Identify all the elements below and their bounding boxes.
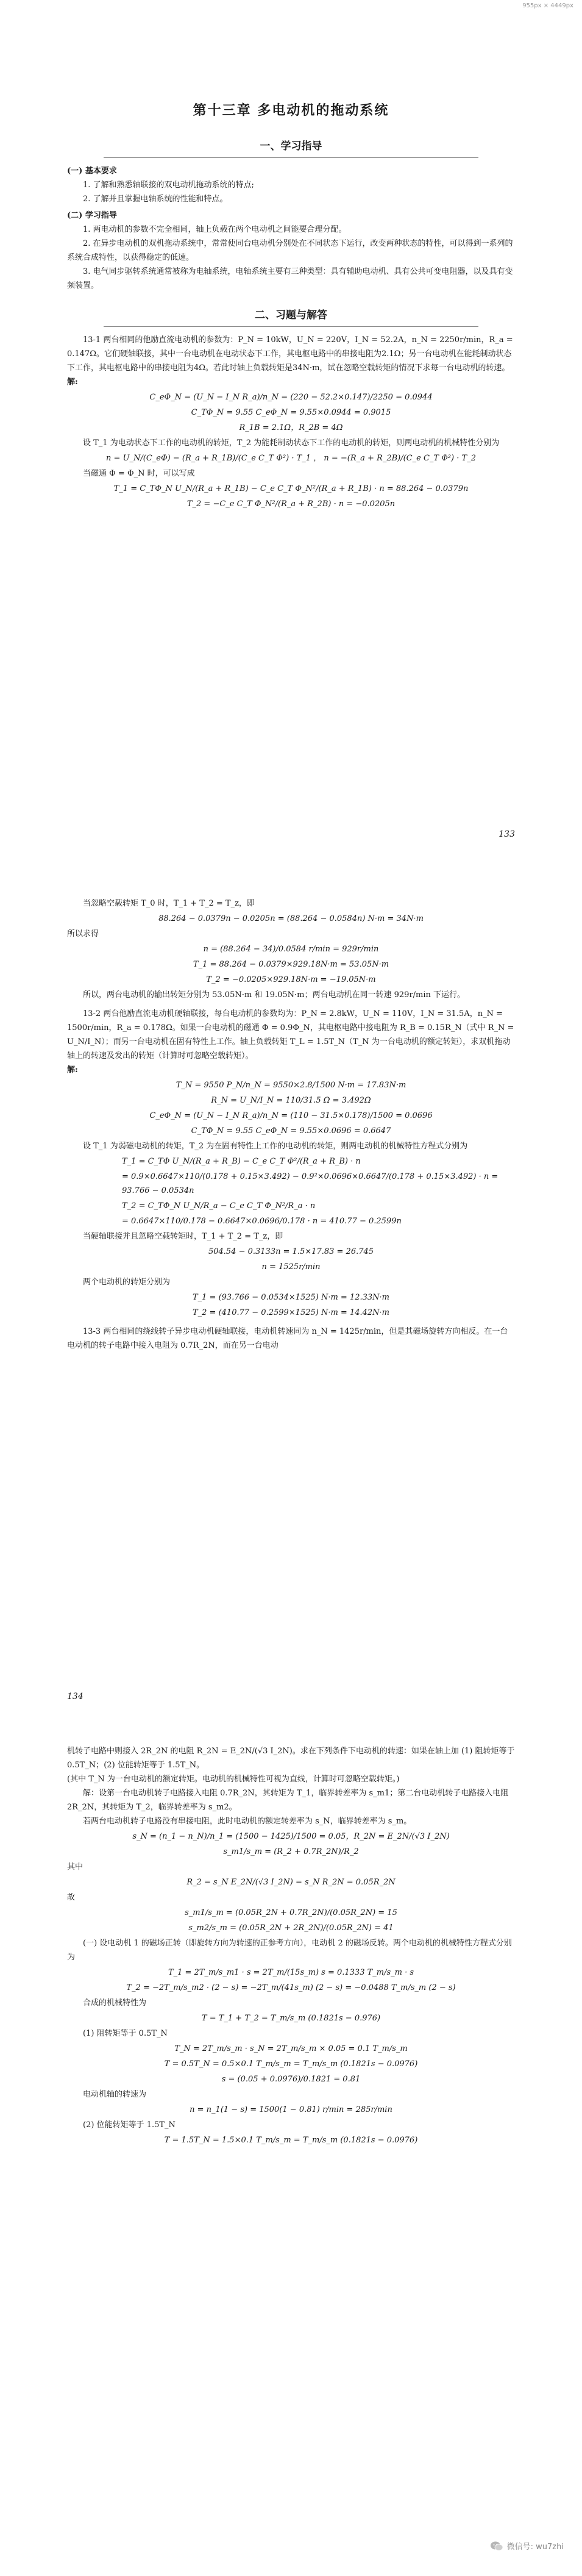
equation: T_2 = (410.77 − 0.2599×1525) N·m = 14.42N·m: [192, 1308, 390, 1317]
page-number: 134: [67, 1692, 83, 1701]
paragraph: 设 T_1 为电动状态下工作的电动机的转矩，T_2 为能耗制动状态下工作的电动机的转矩，则两电动机的机械特性分别为: [83, 438, 500, 448]
paragraph: 所以求得: [67, 929, 99, 939]
paragraph: 解：设第一台电动机转子电路接入电阻 0.7R_2N，其转矩为 T_1，临界转差率为 s_m1；第二台电动机转子电路接入电阻 2R_2N，其转矩为 T_2，临界转差率为 s_m2。: [67, 1789, 509, 1812]
wechat-watermark: [490, 2540, 564, 2552]
paragraph: 当忽略空载转矩 T_0 时，T_1 + T_2 = T_z，即: [83, 899, 255, 908]
equation: 504.54 − 0.3133n = 1.5×17.83 = 26.745: [208, 1247, 374, 1256]
page-3: [0, 1720, 582, 2576]
paragraph: 设 T_1 为弱磁电动机的转矩，T_2 为在固有特性上工作的电动机的转矩，则两电动机的机械特性方程式分别为: [83, 1142, 468, 1151]
equation: T = T_1 + T_2 = T_m/s_m (0.1821s − 0.976): [201, 2014, 381, 2023]
equation: T_N = 2T_m/s_m · s_N = 2T_m/s_m × 0.05 = 0.1 T_m/s_m: [174, 2044, 408, 2053]
basic-requirements-title: (一) 基本要求: [67, 166, 117, 176]
study-guide-title: (二) 学习指导: [67, 211, 117, 220]
equation: T = 1.5T_N = 1.5×0.1 T_m/s_m = T_m/s_m (0.1821s − 0.0976): [164, 2136, 418, 2145]
guide-item: 2. 在异步电动机的双机拖动系统中，常常使同台电动机分别处在不同状态下运行，改变两种状态的特性，可以得到一系列的系统合成特性，以获得稳定的低速。: [67, 239, 513, 262]
paragraph: (其中 T_N 为一台电动机的额定转矩。电动机的机械特性可视为直线，计算时可忽略空载转矩。): [67, 1775, 400, 1784]
label-qizhong: 其中: [67, 1862, 83, 1872]
paragraph: 所以，两台电动机的输出转矩分别为 53.05N·m 和 19.05N·m；两台电动机在同一转速 929r/min 下运行。: [83, 990, 466, 1000]
paragraph: 当磁通 Φ = Φ_N 时，可以写成: [83, 469, 195, 478]
equation: s_N = (n_1 − n_N)/n_1 = (1500 − 1425)/1500 = 0.05，R_2N = E_2N/(√3 I_2N): [132, 1832, 450, 1841]
equation: C_eΦ_N = (U_N − I_N R_a)/n_N = (110 − 31.5×0.178)/1500 = 0.0696: [149, 1111, 433, 1120]
equation: T_1 = C_TΦ_N U_N/(R_a + R_1B) − C_e C_T Φ_N²/(R_a + R_1B) · n = 88.264 − 0.0379n: [113, 484, 469, 493]
equation: = 0.6647×110/0.178 − 0.6647×0.0696/0.178 · n = 410.77 − 0.2599n: [122, 1217, 402, 1226]
equation: T_N = 9550 P_N/n_N = 9550×2.8/1500 N·m = 17.83N·m: [176, 1081, 406, 1090]
chapter-title: 第十三章 多电动机的拖动系统: [193, 102, 389, 118]
problem-13-2: 13-2 两台他励直流电动机硬轴联接，每台电动机的参数均为：P_N = 2.8kW，U_N = 110V，I_N = 31.5A，n_N = 1500r/min，R_a = 0.178Ω。如果一台电动机的磁通 Φ = 0.9Φ_N，其电枢电路中接电阻为 R_B = 0.15R_N（式中 R_N = U_N/I_N）；而另一台电动机在固有特性上工作。轴上负载转矩 T_L = 1.5T_N（T_N 为一台电动机的额定转矩），求双机拖动轴上的转速及发出的转矩（计算时可忽略空载转矩）。: [67, 1009, 514, 1061]
paragraph: 若两台电动机转子电路没有串接电阻，此时电动机的额定转差率为 s_N，临界转差率为 s_m。: [83, 1817, 412, 1826]
equation: n = (88.264 − 34)/0.0584 r/min = 929r/min: [203, 945, 379, 954]
equation: n = U_N/(C_eΦ) − (R_a + R_1B)/(C_e C_T Φ²) · T_1 ， n = −(R_a + R_2B)/(C_e C_T Φ²) · T_2: [106, 454, 476, 463]
equation: R_2 = s_N E_2N/(√3 I_2N) = s_N R_2N = 0.05R_2N: [186, 1878, 396, 1887]
equation: T_1 = 88.264 − 0.0379×929.18N·m = 53.05N·m: [193, 960, 389, 969]
paragraph: (2) 位能转矩等于 1.5T_N: [83, 2120, 176, 2130]
equation: T_1 = (93.766 − 0.0534×1525) N·m = 12.33N·m: [192, 1293, 390, 1302]
guide-item: 3. 电气同步驱转系统通常被称为电轴系统，电轴系统主要有三种类型：具有辅助电动机、具有公共可变电阻器，以及具有变频装置。: [67, 267, 513, 290]
equation: s = (0.05 + 0.0976)/0.1821 = 0.81: [221, 2075, 361, 2084]
solution-label: 解:: [67, 377, 78, 387]
problem-13-3: 13-3 两台相同的绕线转子异步电动机硬轴联接，电动机转速同为 n_N = 1425r/min，但是其磁场旋转方向相反。在一台电动机的转子电路中接入电阻为 0.7R_2N，而在另一台电动: [67, 1327, 508, 1350]
paragraph: 两个电动机的转矩分别为: [83, 1278, 171, 1287]
equation: n = n_1(1 − s) = 1500(1 − 0.81) r/min = 285r/min: [190, 2105, 392, 2114]
top-watermark: 955px × 4449px: [522, 2, 573, 9]
equation: T_2 = −0.0205×929.18N·m = −19.05N·m: [206, 975, 376, 984]
page-number: 133: [499, 829, 515, 839]
solution-label: 解:: [67, 1065, 78, 1075]
paragraph: (1) 阻转矩等于 0.5T_N: [83, 2029, 168, 2038]
paragraph: (一) 设电动机 1 的磁场正转（即旋转方向为转速的正参考方向），电动机 2 的磁场反转。两个电动机的机械特性方程式分别为: [67, 1939, 512, 1962]
equation: C_TΦ_N = 9.55 C_eΦ_N = 9.55×0.0944 = 0.9015: [191, 408, 391, 417]
page-2: [0, 860, 582, 1714]
section-rule: [104, 326, 478, 327]
section-title-exercises: 二、习题与解答: [255, 309, 327, 321]
page-1: [0, 0, 582, 854]
equation: T = 0.5T_N = 0.5×0.1 T_m/s_m = T_m/s_m (0.1821s − 0.0976): [164, 2059, 418, 2069]
equation: T_1 = C_TΦ U_N/(R_a + R_B) − C_e C_T Φ²/(R_a + R_B) · n: [122, 1157, 361, 1166]
equation: T_2 = C_TΦ_N U_N/R_a − C_e C_T Φ_N²/R_a · n: [122, 1201, 316, 1211]
basic-item: 2. 了解并且掌握电轴系统的性能和特点。: [83, 195, 228, 204]
problem-13-1: 13-1 两台相同的他励直流电动机的参数为：P_N = 10kW，U_N = 220V，I_N = 52.2A，n_N = 2250r/min，R_a = 0.147Ω。它们硬轴联接，其中一台电动机在电动状态下工作，其电枢电路中的串接电阻为2.1Ω；另一台电动机在能耗制动状态下工作，其电枢电路中的串接电阻为4Ω。若此时轴上负载转矩是34N·m，试在忽略空载转矩的情况下求每一台电动机的转速。: [67, 335, 513, 373]
guide-item: 1. 两电动机的参数不完全相同，轴上负载在两个电动机之间能要合理分配。: [83, 225, 347, 234]
wechat-icon: [490, 2541, 503, 2552]
paragraph: 机转子电路中则接入 2R_2N 的电阻 R_2N = E_2N/(√3 I_2N)。求在下列条件下电动机的转速：如果在轴上加 (1) 阻转矩等于 0.5T_N；(2) 位能转矩等于 1.5T_N。: [67, 1747, 515, 1770]
basic-item: 1. 了解和熟悉轴联接的双电动机拖动系统的特点;: [83, 181, 254, 190]
wechat-id: 微信号: wu7zhi: [506, 2542, 564, 2552]
equation: T_2 = −C_e C_T Φ_N²/(R_a + R_2B) · n = −0.0205n: [186, 499, 396, 509]
section-rule: [104, 157, 478, 158]
equation: s_m2/s_m = (0.05R_2N + 2R_2N)/(0.05R_2N) = 41: [188, 1923, 394, 1933]
paragraph: 电动机轴的转速为: [83, 2090, 147, 2099]
equation: s_m1/s_m = (R_2 + 0.7R_2N)/R_2: [223, 1847, 359, 1856]
equation: R_N = U_N/I_N = 110/31.5 Ω = 3.492Ω: [211, 1096, 371, 1105]
equation: R_1B = 2.1Ω，R_2B = 4Ω: [239, 423, 343, 432]
paragraph: 合成的机械特性为: [83, 1998, 147, 2008]
equation: C_eΦ_N = (U_N − I_N R_a)/n_N = (220 − 52.2×0.147)/2250 = 0.0944: [149, 393, 433, 402]
label-gu: 故: [67, 1893, 76, 1902]
equation: T_2 = −2T_m/s_m2 · (2 − s) = −2T_m/(41s_m) (2 − s) = −0.0488 T_m/s_m (2 − s): [126, 1983, 456, 1992]
paragraph: 当硬轴联接并且忽略空载转矩时，T_1 + T_2 = T_z，即: [83, 1232, 283, 1241]
section-title-study-guide: 一、学习指导: [260, 140, 322, 152]
equation: C_TΦ_N = 9.55 C_eΦ_N = 9.55×0.0696 = 0.6647: [191, 1126, 391, 1136]
equation: s_m1/s_m = (0.05R_2N + 0.7R_2N)/(0.05R_2N) = 15: [185, 1908, 397, 1917]
equation: = 0.9×0.6647×110/(0.178 + 0.15×3.492) − 0.9²×0.0696×0.6647/(0.178 + 0.15×3.492) · n = 93.766 − 0.0534n: [122, 1172, 499, 1195]
equation: 88.264 − 0.0379n − 0.0205n = (88.264 − 0.0584n) N·m = 34N·m: [158, 914, 424, 923]
equation: T_1 = 2T_m/s_m1 · s = 2T_m/(15s_m) s = 0.1333 T_m/s_m · s: [168, 1968, 414, 1977]
equation: n = 1525r/min: [261, 1262, 321, 1272]
